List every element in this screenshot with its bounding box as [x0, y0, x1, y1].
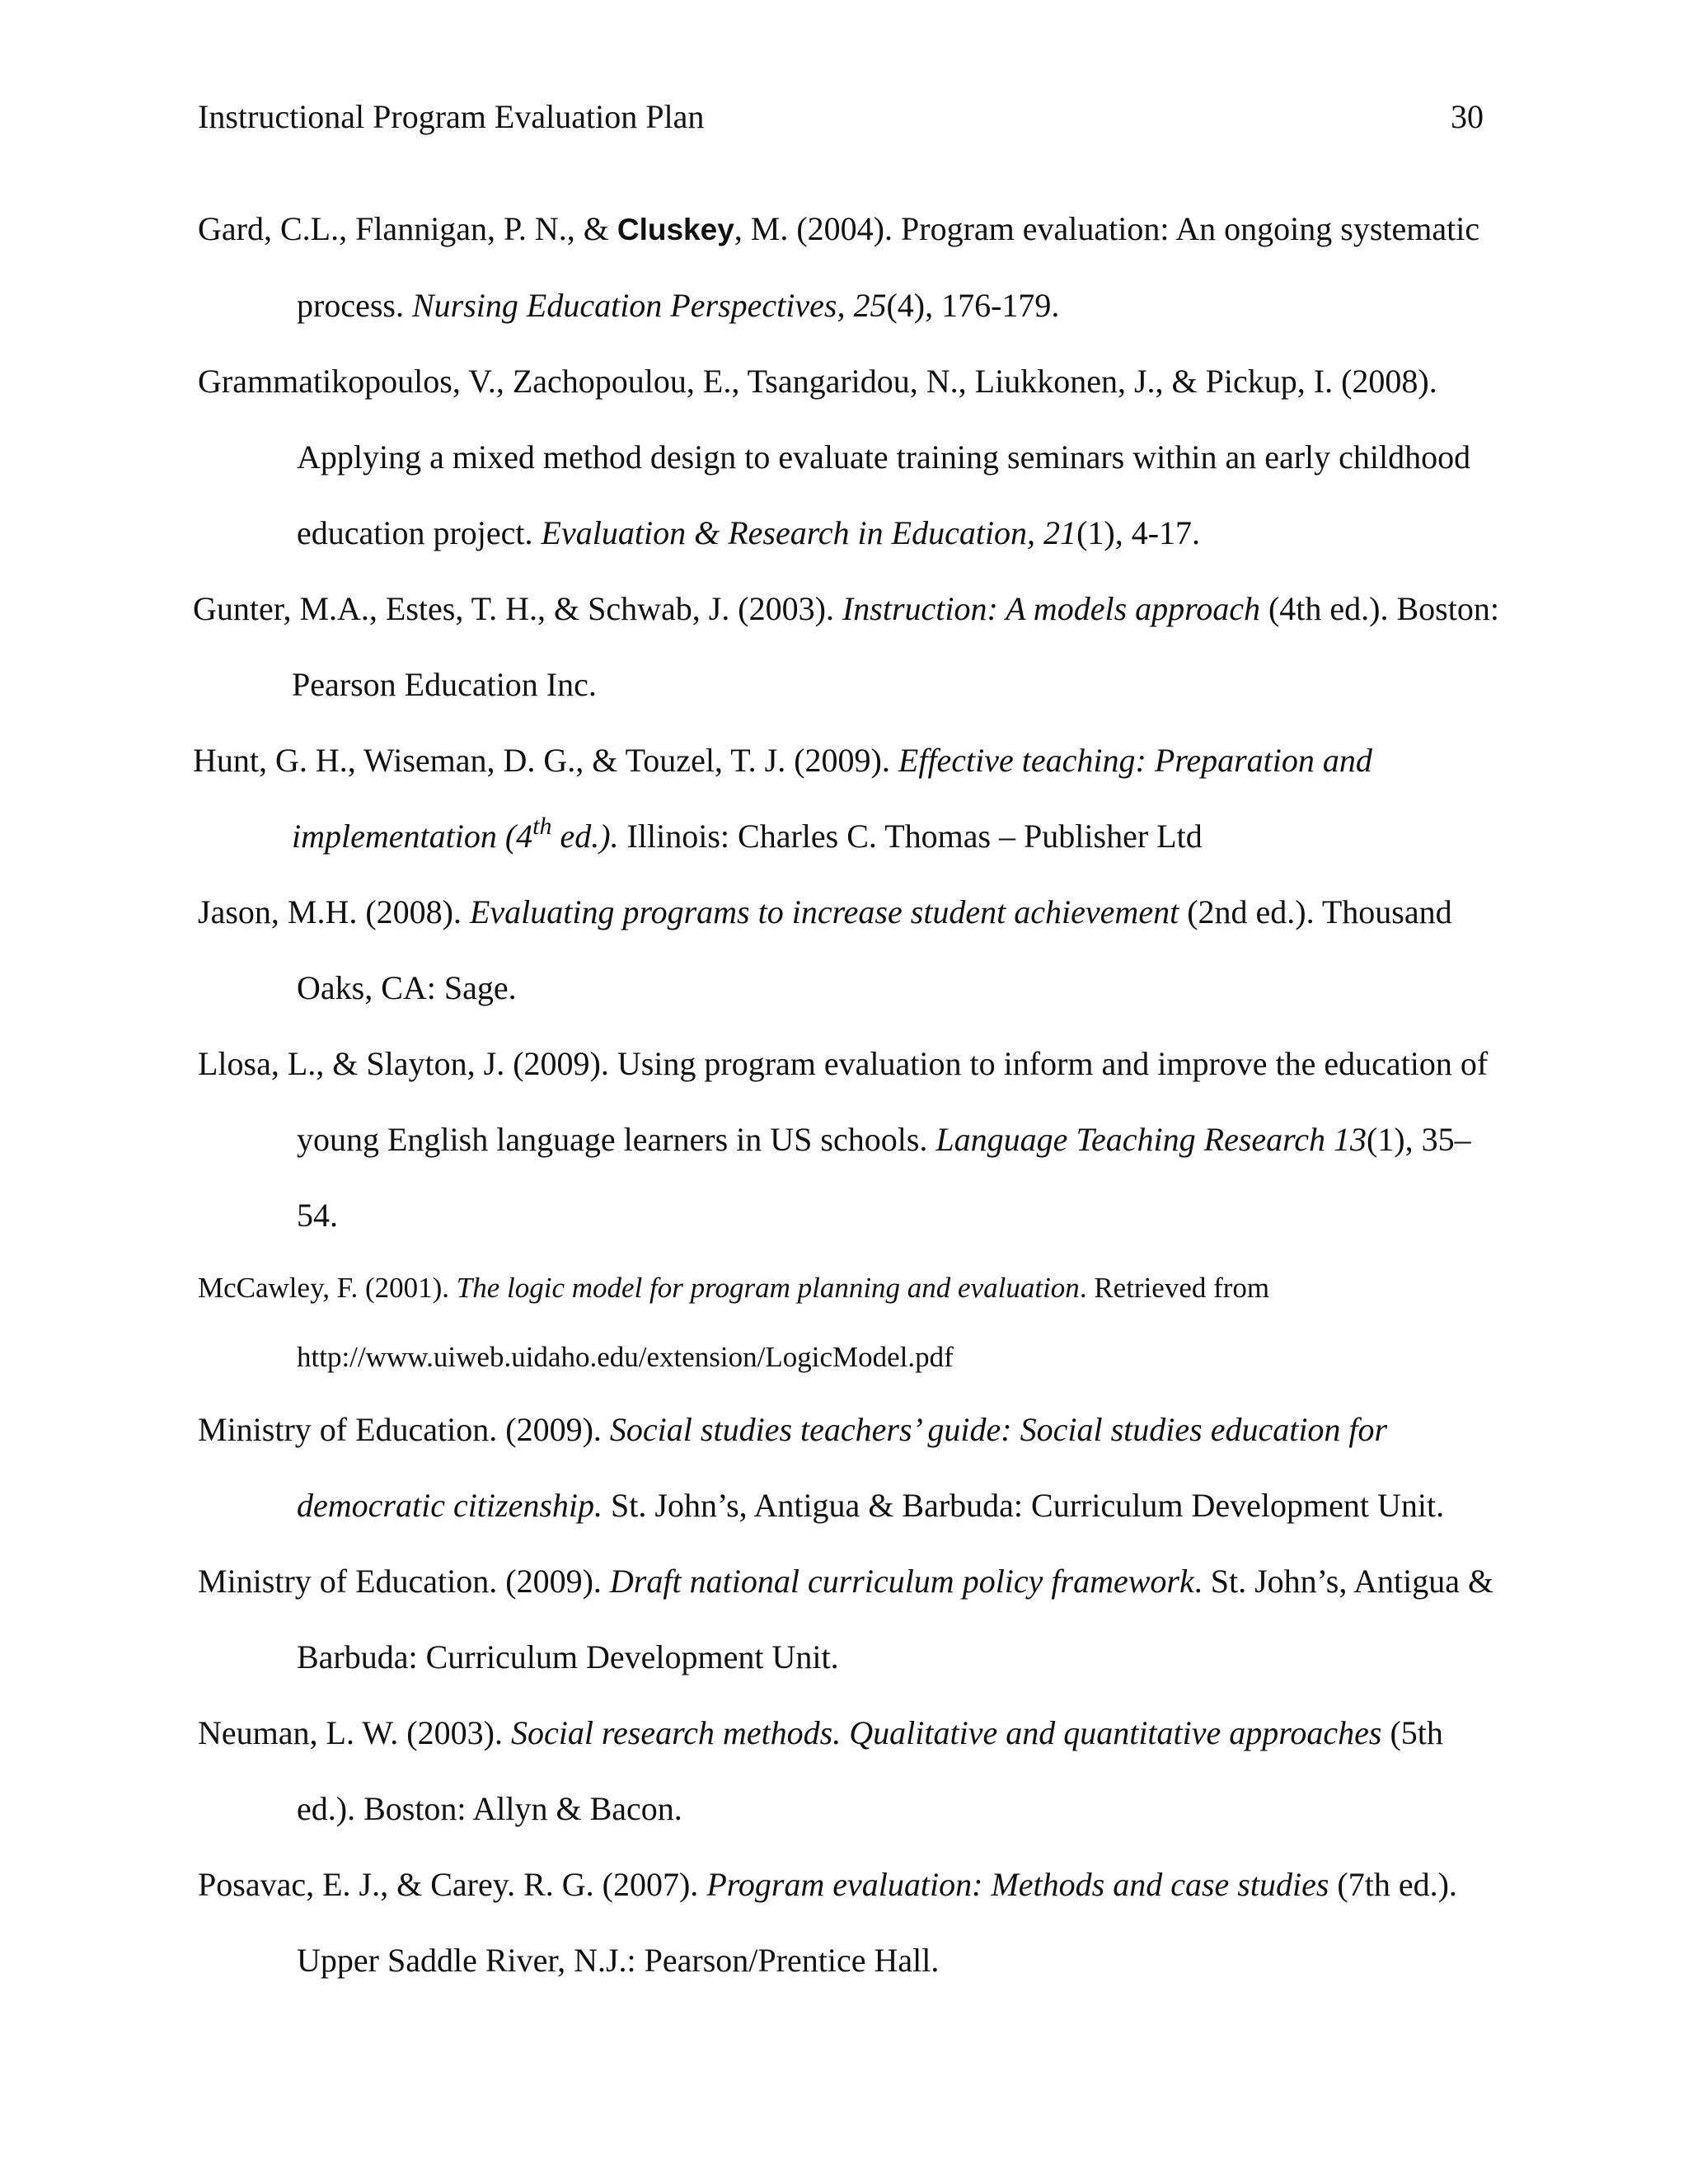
reference-llosa: Llosa, L., & Slayton, J. (2009). Using program evaluation to inform and improve the education of young English language learners in US schools. Language Teaching Research 13(1), 35–54. — [198, 1045, 1489, 1234]
reference-ministry-framework: Ministry of Education. (2009). Draft national curriculum policy framework. St. John’s, Antigua & Barbuda: Curriculum Development Unit. — [198, 1563, 1494, 1675]
reference-jason: Jason, M.H. (2008). Evaluating programs to increase student achievement (2nd ed.). Thousand Oaks, CA: Sage. — [198, 893, 1452, 1006]
page-number: 30 — [1451, 98, 1484, 135]
reference-mccawley: McCawley, F. (2001). The logic model for program planning and evaluation. Retrieved from http://www.uiweb.uidaho.edu/extension/LogicModel.pdf — [198, 1272, 1270, 1373]
running-head: Instructional Program Evaluation Plan — [198, 98, 705, 135]
reference-ministry-guide: Ministry of Education. (2009). Social studies teachers’ guide: Social studies education for democratic citizenship. St. John’s, Antigua & Barbuda: Curriculum Development Unit. — [198, 1411, 1445, 1524]
reference-gunter: Gunter, M.A., Estes, T. H., & Schwab, J. (2003). Instruction: A models approach (4th ed.). Boston: Pearson Education Inc. — [193, 590, 1499, 703]
reference-list — [193, 191, 1500, 1999]
reference-hunt: Hunt, G. H., Wiseman, D. G., & Touzel, T. J. (2009). Effective teaching: Preparation and implementation (4th ed.). Illinois: Charles C. Thomas – Publisher Ltd — [193, 742, 1372, 855]
reference-grammatikopoulos: Grammatikopoulos, V., Zachopoulou, E., Tsangaridou, N., Liukkonen, J., & Pickup, I. (2008). Applying a mixed method design to evaluate training seminars within an early childhood education project. Evaluation & Research in Education, 21(1), 4-17. — [198, 363, 1471, 551]
reference-gard: Gard, C.L., Flannigan, P. N., & Cluskey, M. (2004). Program evaluation: An ongoing systematic process. Nursing Education Perspectives, 25(4), 176-179. — [198, 210, 1480, 324]
reference-posavac: Posavac, E. J., & Carey. R. G. (2007). Program evaluation: Methods and case studies (7th ed.). Upper Saddle River, N.J.: Pearson/Prentice Hall. — [198, 1866, 1457, 1979]
reference-neuman: Neuman, L. W. (2003). Social research methods. Qualitative and quantitative approaches (5th ed.). Boston: Allyn & Bacon. — [198, 1714, 1443, 1827]
